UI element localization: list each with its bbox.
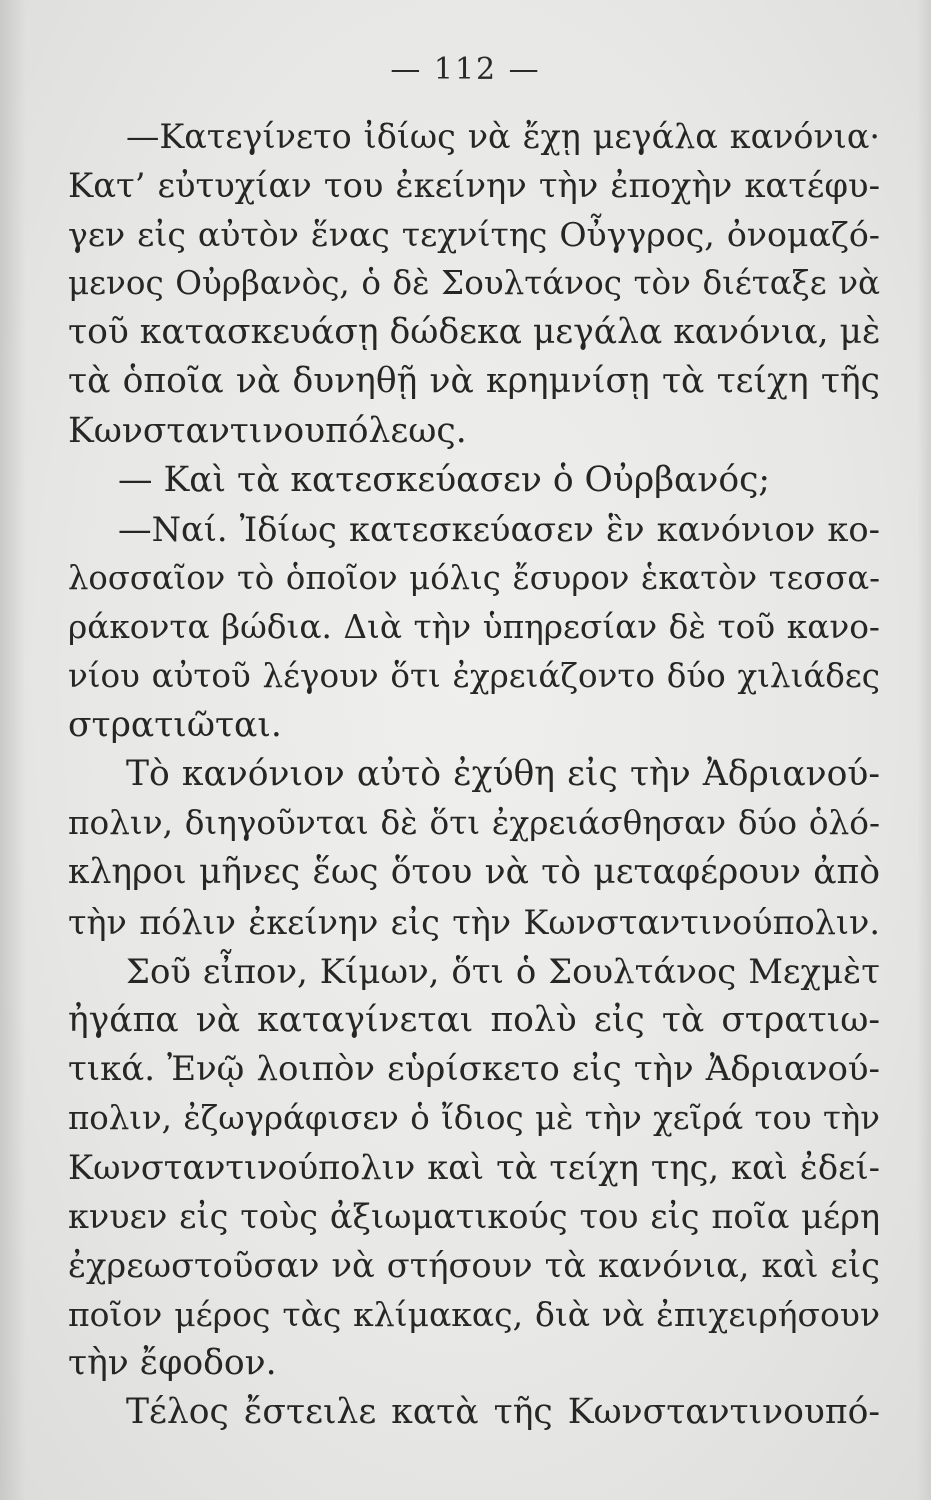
text-line: τὴν πόλιν ἐκείνην εἰς τὴν Κωνσταντινούπολιν. xyxy=(68,902,880,942)
text-line: ἠγάπα νὰ καταγίνεται πολὺ εἰς τὰ στρατιω- xyxy=(68,999,880,1040)
page-number: — 112 — xyxy=(390,52,541,87)
text-line: Κωνσταντινουπόλεως. xyxy=(68,410,467,451)
text-line: τοῦ κατασκευάσῃ δώδεκα μεγάλα κανόνια, μὲ xyxy=(68,312,881,353)
text-line: μενος Οὐρβανὸς, ὁ δὲ Σουλτάνος τὸν διέταξε νὰ xyxy=(68,264,880,303)
text-line: πολιν, διηγοῦνται δὲ ὅτι ἐχρειάσθησαν δύο ὁλό- xyxy=(68,804,880,843)
text-line: — Καὶ τὰ κατεσκεύασεν ὁ Οὐρβανός; xyxy=(118,459,771,500)
text-line: —Κατεγίνετο ἰδίως νὰ ἔχῃ μεγάλα κανόνια· xyxy=(126,117,880,156)
page-edge-shadow-right xyxy=(917,0,931,1500)
text-line: στρατιῶται. xyxy=(68,705,282,746)
body-text xyxy=(68,112,880,1438)
text-line: τὰ ὁποῖα νὰ δυνηθῇ νὰ κρημνίσῃ τὰ τείχη τῆς xyxy=(68,361,880,402)
text-line: ράκοντα βώδια. Διὰ τὴν ὑπηρεσίαν δὲ τοῦ κανο- xyxy=(68,607,880,646)
text-line: Τὸ κανόνιον αὐτὸ ἐχύθη εἰς τὴν Ἀδριανού- xyxy=(126,754,880,795)
text-line: τὴν ἔφοδον. xyxy=(68,1343,277,1384)
text-line: κνυεν εἰς τοὺς ἀξιωματικούς του εἰς ποῖα μέρη xyxy=(68,1197,880,1237)
text-line: Κωνσταντινούπολιν καὶ τὰ τείχη της, καὶ ἐδεί- xyxy=(68,1147,880,1187)
text-line: πολιν, ἐζωγράφισεν ὁ ἴδιος μὲ τὴν χεῖρά του τὴν xyxy=(68,1098,880,1137)
text-line: ποῖον μέρος τὰς κλίμακας, διὰ νὰ ἐπιχειρήσουν xyxy=(68,1295,880,1335)
text-line: γεν εἰς αὐτὸν ἕνας τεχνίτης Οὖγγρος, ὀνομαζό- xyxy=(68,215,880,255)
page-edge-shadow-left xyxy=(0,0,26,1500)
text-line: ἐχρεωστοῦσαν νὰ στήσουν τὰ κανόνια, καὶ εἰς xyxy=(68,1246,880,1286)
text-line: —Ναί. Ἰδίως κατεσκεύασεν ἓν κανόνιον κο- xyxy=(118,509,880,549)
text-line: Κατ’ εὐτυχίαν του ἐκείνην τὴν ἐποχὴν κατέφυ- xyxy=(68,166,880,206)
text-line: νίου αὐτοῦ λέγουν ὅτι ἐχρειάζοντο δύο χιλιάδες xyxy=(68,657,880,696)
text-line: τικά. Ἐνῷ λοιπὸν εὑρίσκετο εἰς τὴν Ἀδριανού- xyxy=(68,1048,880,1089)
text-line: Τέλος ἔστειλε κατὰ τῆς Κωνσταντινουπό- xyxy=(126,1392,880,1433)
text-line: Σοῦ εἶπον, Κίμων, ὅτι ὁ Σουλτάνος Μεχμὲτ xyxy=(126,951,880,991)
text-line: λοσσαῖον τὸ ὁποῖον μόλις ἔσυρον ἑκατὸν τεσσα- xyxy=(68,558,880,597)
text-line: κληροι μῆνες ἕως ὅτου νὰ τὸ μεταφέρουν ἀπὸ xyxy=(68,852,880,893)
